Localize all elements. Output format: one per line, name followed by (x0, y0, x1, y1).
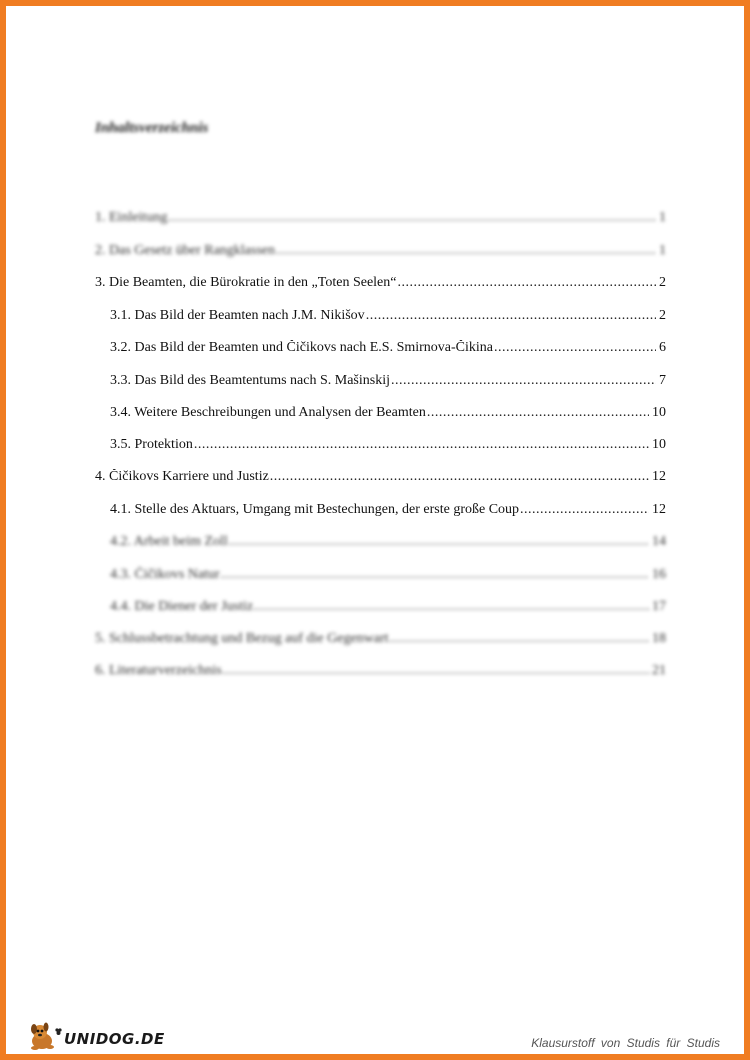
toc-entry-page: 12 (652, 469, 666, 484)
toc-leader-dots (223, 663, 649, 679)
unidog-logo[interactable] (28, 1021, 165, 1056)
toc-entry-label: 3. Die Beamten, die Bürokratie in den „Toten Seelen“ (95, 275, 397, 290)
toc-entry[interactable] (95, 469, 666, 485)
toc-entry[interactable] (110, 373, 666, 389)
toc-leader-dots (390, 631, 649, 647)
toc-leader-dots (221, 567, 649, 583)
toc-entry[interactable] (95, 275, 666, 291)
toc-entry-label: 1. Einleitung (95, 210, 168, 225)
toc-entry-label: 3.3. Das Bild des Beamtentums nach S. Mašinskij (110, 373, 390, 388)
toc-entry-page: 2 (659, 275, 666, 290)
toc-entry-label: 3.1. Das Bild der Beamten nach J.M. Nikišov (110, 308, 365, 323)
toc-entry[interactable] (95, 663, 666, 679)
toc-entry-label: 4.1. Stelle des Aktuars, Umgang mit Bestechungen, der erste große Coup (110, 502, 520, 517)
toc-entry-page: 12 (652, 502, 666, 517)
toc-entry[interactable] (110, 437, 666, 453)
toc-entry-label: 3.5. Protektion (110, 437, 193, 452)
toc-entry-page: 10 (652, 405, 666, 420)
toc-entry-page: 2 (659, 308, 666, 323)
toc-leader-dots (229, 534, 649, 550)
toc-entry-label: 4.2. Arbeit beim Zoll (110, 534, 228, 549)
toc-entry[interactable] (110, 534, 666, 550)
toc-heading: Inhaltsverzeichnis (95, 120, 209, 136)
toc-entry-label: 2. Das Gesetz über Rangklassen (95, 243, 276, 258)
toc-leader-dots (520, 502, 649, 518)
toc-entry[interactable] (95, 631, 666, 647)
toc-leader-dots (494, 340, 656, 356)
toc-leader-dots (194, 437, 649, 453)
toc-entry-label: 3.2. Das Bild der Beamten und Čičikovs nach E.S. Smirnova-Čikina (110, 340, 494, 355)
table-of-contents (6, 6, 750, 706)
toc-entry-label: 4.4. Die Diener der Justiz (110, 599, 254, 614)
toc-leader-dots (276, 243, 656, 259)
toc-leader-dots (270, 469, 649, 485)
toc-entry-page: 21 (652, 663, 666, 678)
toc-leader-dots (427, 405, 649, 421)
toc-entry-page: 16 (652, 567, 666, 582)
logo-text: UNIDOG.DE (64, 1029, 165, 1048)
toc-entry[interactable] (110, 308, 666, 324)
toc-leader-dots (254, 599, 649, 615)
toc-entry-page: 10 (652, 437, 666, 452)
toc-entry-label: 4. Čičikovs Karriere und Justiz (95, 469, 269, 484)
toc-leader-dots (168, 210, 656, 226)
toc-entry-page: 7 (659, 373, 666, 388)
toc-entry[interactable] (110, 405, 666, 421)
dog-mascot-icon (28, 1021, 62, 1056)
toc-entry-page: 1 (659, 210, 666, 225)
toc-leader-dots (397, 275, 656, 291)
toc-entry[interactable] (95, 210, 666, 226)
toc-entry[interactable] (110, 340, 666, 356)
toc-entry-page: 6 (659, 340, 666, 355)
toc-entry-label: 4.3. Čičikovs Natur (110, 567, 220, 582)
toc-entry[interactable] (95, 243, 666, 259)
toc-entry-page: 18 (652, 631, 666, 646)
toc-entry-page: 14 (652, 534, 666, 549)
toc-entry[interactable] (110, 567, 666, 583)
footer-tagline: Klausurstoff von Studis für Studis (531, 1036, 720, 1050)
toc-entry[interactable] (110, 599, 666, 615)
toc-entry-label: 3.4. Weitere Beschreibungen und Analysen der Beamten (110, 405, 426, 420)
toc-leader-dots (366, 308, 656, 324)
toc-entry-page: 17 (652, 599, 666, 614)
toc-entry-page: 1 (659, 243, 666, 258)
toc-leader-dots (391, 373, 656, 389)
toc-entry-label: 6. Literaturverzeichnis (95, 663, 222, 678)
toc-entry[interactable] (110, 502, 666, 518)
toc-entry-label: 5. Schlussbetrachtung und Bezug auf die Gegenwart (95, 631, 389, 646)
